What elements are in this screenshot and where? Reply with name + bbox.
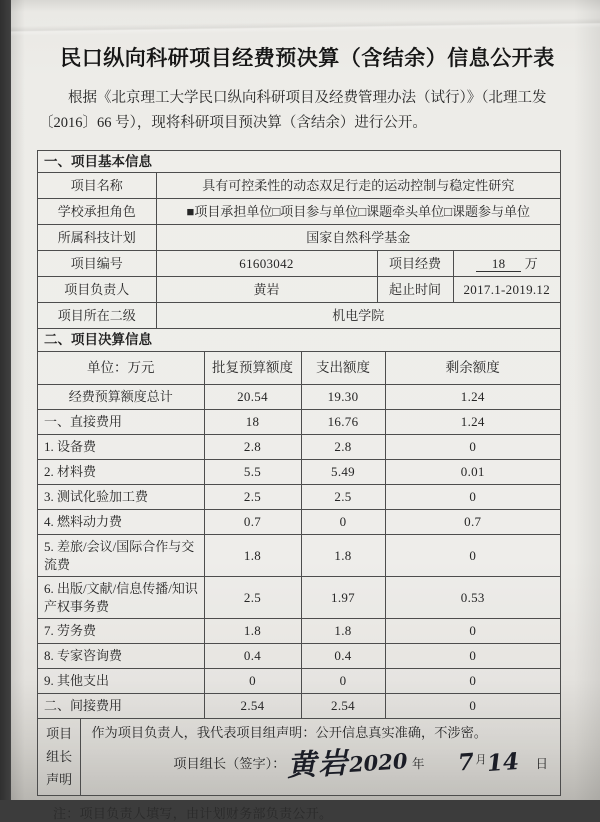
table-row bbox=[38, 303, 560, 329]
row-remain: 0 bbox=[385, 434, 560, 459]
row-approved: 2.5 bbox=[204, 577, 301, 619]
signature-handwriting: 黄岩 bbox=[286, 745, 351, 783]
row-label: 经费预算额度总计 bbox=[38, 384, 204, 409]
row-approved: 1.8 bbox=[204, 619, 301, 644]
row-label: 一、直接费用 bbox=[38, 409, 204, 434]
row-approved: 2.8 bbox=[204, 434, 301, 459]
row-remain: 0 bbox=[385, 484, 560, 509]
funds-unit: 万 bbox=[524, 256, 538, 272]
row-remain: 0.01 bbox=[385, 459, 560, 484]
row-remain: 0.7 bbox=[385, 509, 560, 534]
row-remain: 0 bbox=[385, 694, 560, 719]
row-label: 5. 差旅/会议/国际合作与交流费 bbox=[38, 534, 204, 576]
row-remain: 0 bbox=[385, 534, 560, 576]
row-approved: 5.5 bbox=[204, 459, 301, 484]
table-row bbox=[38, 225, 560, 251]
table-row bbox=[38, 384, 560, 409]
row-label: 7. 劳务费 bbox=[38, 619, 204, 644]
row-remain: 0.53 bbox=[385, 577, 560, 619]
table-row bbox=[38, 669, 560, 694]
intro-line-2: 〔2016〕66 号），现将科研项目预决算（含结余）进行公开。 bbox=[39, 114, 427, 131]
budget-column-header-row bbox=[38, 352, 560, 385]
column-header-remain: 剩余额度 bbox=[385, 352, 560, 385]
disclosure-form bbox=[37, 150, 561, 797]
role-label: 学校承担角色 bbox=[38, 199, 156, 225]
row-spent: 0 bbox=[301, 669, 385, 694]
month-handwriting: 7 bbox=[457, 748, 476, 777]
role-checkbox-value: ■项目承担单位□项目参与单位□课题牵头单位□课题参与单位 bbox=[156, 199, 560, 225]
row-spent: 19.30 bbox=[301, 384, 385, 409]
row-spent: 2.54 bbox=[301, 694, 385, 719]
period-value: 2017.1-2019.12 bbox=[453, 277, 560, 303]
table-row bbox=[38, 251, 560, 277]
table-row bbox=[38, 509, 560, 534]
paper-sheet bbox=[11, 0, 600, 822]
declaration-body bbox=[81, 719, 560, 795]
funds-label: 项目经费 bbox=[377, 251, 453, 277]
project-number-value: 61603042 bbox=[156, 251, 377, 277]
table-row bbox=[38, 577, 560, 619]
row-remain: 0 bbox=[385, 644, 560, 669]
table-row bbox=[38, 199, 560, 225]
column-header-spent: 支出额度 bbox=[301, 352, 385, 385]
row-label: 二、间接费用 bbox=[38, 694, 204, 719]
pi-label: 项目负责人 bbox=[38, 277, 156, 303]
row-spent: 1.8 bbox=[301, 619, 385, 644]
section-basic-info-header: 一、项目基本信息 bbox=[38, 151, 560, 174]
declaration-row bbox=[38, 718, 560, 795]
table-row bbox=[38, 459, 560, 484]
day-unit: 日 bbox=[535, 756, 548, 771]
table-row bbox=[38, 619, 560, 644]
dept-label: 项目所在二级 bbox=[38, 303, 156, 329]
date-group bbox=[349, 749, 552, 776]
table-row bbox=[38, 644, 560, 669]
row-approved: 2.5 bbox=[204, 484, 301, 509]
funds-amount: 18 bbox=[476, 257, 522, 272]
table-row bbox=[38, 694, 560, 719]
row-approved: 2.54 bbox=[204, 694, 301, 719]
row-spent: 16.76 bbox=[301, 409, 385, 434]
funds-value bbox=[453, 251, 560, 277]
footnote: 注：项目负责人填写，由计划财务部负责公开。 bbox=[53, 806, 333, 822]
table-row bbox=[38, 434, 560, 459]
table-row bbox=[38, 173, 560, 199]
row-remain: 0 bbox=[385, 669, 560, 694]
row-label: 9. 其他支出 bbox=[38, 669, 204, 694]
column-header-approved: 批复预算额度 bbox=[204, 352, 301, 385]
row-label: 2. 材料费 bbox=[38, 459, 204, 484]
row-approved: 0.7 bbox=[204, 509, 301, 534]
year-unit: 年 bbox=[411, 756, 425, 771]
section-budget-header: 二、项目决算信息 bbox=[38, 328, 560, 352]
month-unit: 月 bbox=[475, 753, 487, 766]
row-approved: 20.54 bbox=[204, 384, 301, 409]
signature-line bbox=[91, 744, 552, 782]
declaration-label: 项目组长声明 bbox=[38, 719, 81, 795]
day-handwriting: 14 bbox=[486, 748, 521, 778]
program-label: 所属科技计划 bbox=[38, 225, 156, 251]
year-handwriting: 2020 bbox=[348, 748, 409, 778]
row-remain: 0 bbox=[385, 619, 560, 644]
intro-paragraph bbox=[39, 86, 576, 136]
row-label: 1. 设备费 bbox=[38, 434, 204, 459]
table-row bbox=[38, 409, 560, 434]
table-row bbox=[38, 484, 560, 509]
budget-table bbox=[38, 352, 560, 718]
pi-value: 黄岩 bbox=[156, 277, 377, 303]
row-approved: 0.4 bbox=[204, 644, 301, 669]
document-content bbox=[11, 0, 600, 822]
row-label: 3. 测试化验加工费 bbox=[38, 484, 204, 509]
table-row bbox=[38, 534, 560, 576]
row-spent: 0 bbox=[301, 509, 385, 534]
period-label: 起止时间 bbox=[377, 277, 453, 303]
program-value: 国家自然科学基金 bbox=[156, 225, 560, 251]
row-remain: 1.24 bbox=[385, 384, 560, 409]
table-row bbox=[38, 277, 560, 303]
project-number-label: 项目编号 bbox=[38, 251, 156, 277]
row-spent: 1.97 bbox=[301, 577, 385, 619]
project-name-value: 具有可控柔性的动态双足行走的运动控制与稳定性研究 bbox=[156, 173, 560, 199]
row-spent: 1.8 bbox=[301, 534, 385, 576]
row-spent: 2.5 bbox=[301, 484, 385, 509]
row-approved: 18 bbox=[204, 409, 301, 434]
row-remain: 1.24 bbox=[385, 409, 560, 434]
intro-line-1: 根据《北京理工大学民口纵向科研项目及经费管理办法（试行）》（北理工发 bbox=[68, 90, 547, 106]
declaration-statement: 作为项目负责人，我代表项目组声明：公开信息真实准确，不涉密。 bbox=[91, 725, 487, 741]
page-title: 民口纵向科研项目经费预决算（含结余）信息公开表 bbox=[60, 46, 555, 70]
row-spent: 2.8 bbox=[301, 434, 385, 459]
row-label: 8. 专家咨询费 bbox=[38, 644, 204, 669]
dept-value: 机电学院 bbox=[156, 303, 560, 329]
row-spent: 5.49 bbox=[301, 459, 385, 484]
row-label: 6. 出版/文献/信息传播/知识产权事务费 bbox=[38, 577, 204, 619]
row-label: 4. 燃料动力费 bbox=[38, 509, 204, 534]
row-approved: 0 bbox=[204, 669, 301, 694]
signature-label: 项目组长（签字）： bbox=[173, 756, 286, 772]
row-spent: 0.4 bbox=[301, 644, 385, 669]
column-header-unit: 单位：万元 bbox=[38, 352, 204, 385]
project-name-label: 项目名称 bbox=[38, 173, 156, 199]
basic-info-table bbox=[38, 173, 560, 328]
row-approved: 1.8 bbox=[204, 534, 301, 576]
